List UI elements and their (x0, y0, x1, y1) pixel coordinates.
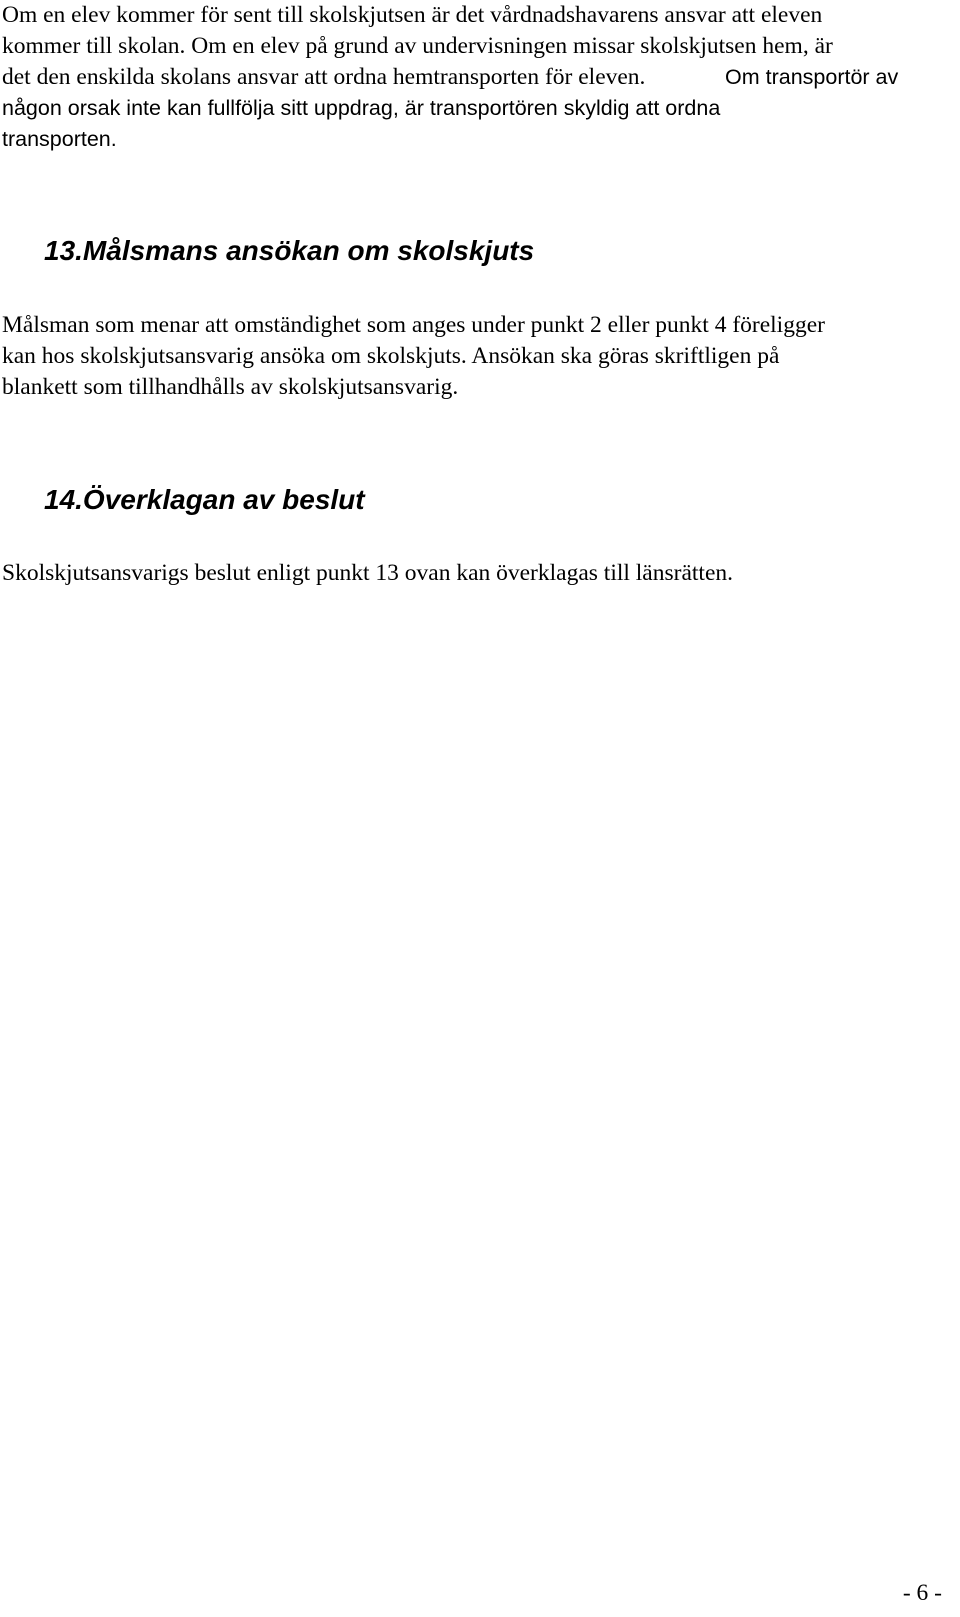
section-13-body (2, 310, 825, 403)
text-line: Skolskjutsansvarigs beslut enligt punkt 13 ovan kan överklagas till länsrätten. (2, 560, 734, 586)
section-14-body (2, 558, 733, 589)
intro-serif-text (2, 0, 833, 93)
text-line: Om en elev kommer för sent till skolskjutsen är det vårdnadshavarens ansvar att eleven (2, 2, 823, 28)
section-13-heading: 13.Målsmans ansökan om skolskjuts (44, 235, 535, 266)
text-line: kommer till skolan. Om en elev på grund av undervisningen missar skolskjutsen hem, är (2, 33, 833, 59)
text-line: blankett som tillhandhålls av skolskjutsansvarig. (2, 374, 459, 400)
text-line: Målsman som menar att omständighet som anges under punkt 2 eller punkt 4 föreligger (2, 312, 825, 338)
text-line: transporten. (2, 127, 117, 151)
section-14-heading: 14.Överklagan av beslut (44, 484, 365, 515)
intro-sans-text (2, 93, 720, 155)
text-line: Om transportör av (725, 65, 899, 89)
intro-sans-line-1 (725, 62, 898, 93)
page-number: - 6 - (902, 1580, 942, 1606)
text-line: det den enskilda skolans ansvar att ordna hemtransporten för eleven. (2, 64, 646, 90)
text-line: kan hos skolskjutsansvarig ansöka om skolskjuts. Ansökan ska göras skriftligen på (2, 343, 780, 369)
text-line: någon orsak inte kan fullfölja sitt uppdrag, är transportören skyldig att ordna (2, 96, 721, 120)
